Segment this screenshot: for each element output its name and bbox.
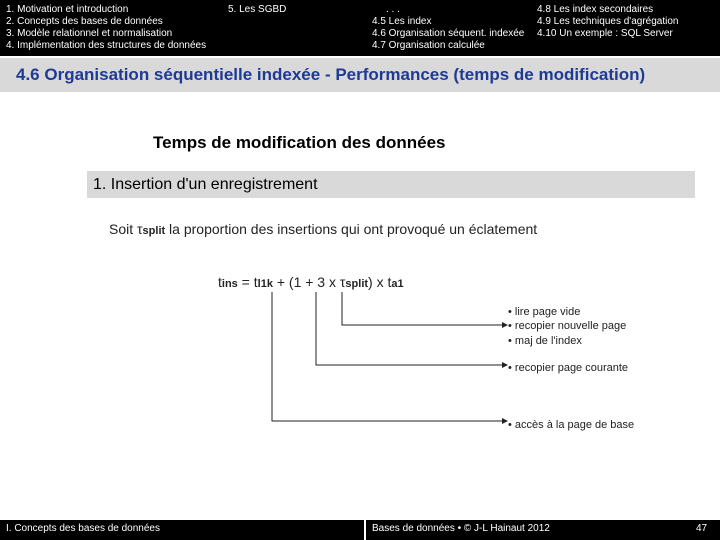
footer-chapter: I. Concepts des bases de données	[6, 523, 160, 534]
formula-t-l1k: t	[253, 274, 258, 290]
header-item-1[interactable]: 1. Motivation et introduction	[6, 4, 129, 15]
connector-tau-group	[316, 292, 502, 365]
formula-l1k-sub: l1k	[257, 278, 273, 290]
connector-ta1	[342, 292, 502, 325]
page-title: 4.6 Organisation séquentielle indexée - Performances (temps de modification)	[16, 65, 646, 84]
annotation-lire-page-vide: • lire page vide	[508, 306, 581, 318]
formula-equals: =	[237, 274, 254, 290]
formula-tau: τ	[339, 274, 346, 290]
footer-copyright: Bases de données • © J-L Hainaut 2012	[372, 523, 550, 534]
formula-ins-sub: ins	[221, 278, 238, 290]
header-item-4[interactable]: 4. Implémentation des structures de données	[6, 40, 207, 51]
formula-t-ins: t	[218, 274, 222, 290]
tau-symbol: τ	[137, 221, 143, 237]
header-item-4-8[interactable]: 4.8 Les index secondaires	[537, 4, 654, 15]
formula-middle: + (1 + 3 x	[272, 274, 340, 290]
annotation-recopier-page-courante: • recopier page courante	[508, 362, 629, 374]
annotation-acces-page-base: • accès à la page de base	[508, 419, 635, 431]
formula-t-a1: t	[387, 274, 392, 290]
subtitle: Temps de modification des données	[153, 133, 446, 152]
header-item-2[interactable]: 2. Concepts des bases de données	[6, 16, 163, 27]
header-item-4-5[interactable]: 4.5 Les index	[372, 16, 432, 27]
footer-divider	[364, 520, 366, 540]
page-number: 47	[696, 523, 708, 534]
connector-tl1k	[272, 292, 502, 421]
definition-suffix: la proportion des insertions qui ont provoqué un éclatement	[165, 221, 538, 237]
section-title: 1. Insertion d'un enregistrement	[93, 176, 318, 193]
header-item-4-10[interactable]: 4.10 Un exemple : SQL Server	[537, 28, 673, 39]
header-item-4-9[interactable]: 4.9 Les techniques d'agrégation	[537, 16, 679, 27]
annotation-maj-index: • maj de l'index	[508, 335, 582, 347]
formula-a1-sub: a1	[391, 278, 404, 290]
header-item-4-6[interactable]: 4.6 Organisation séquent. indexée	[372, 28, 525, 39]
header-ellipsis: . . .	[386, 4, 400, 15]
definition-prefix: Soit	[109, 221, 138, 237]
tau-subscript: split	[142, 225, 166, 237]
header-item-3[interactable]: 3. Modèle relationnel et normalisation	[6, 28, 173, 39]
header-item-5[interactable]: 5. Les SGBD	[228, 4, 287, 15]
formula-close: ) x	[368, 274, 388, 290]
header-item-4-7[interactable]: 4.7 Organisation calculée	[372, 40, 485, 51]
annotation-recopier-nouvelle-page: • recopier nouvelle page	[508, 320, 627, 332]
formula-split-sub: split	[345, 278, 369, 290]
